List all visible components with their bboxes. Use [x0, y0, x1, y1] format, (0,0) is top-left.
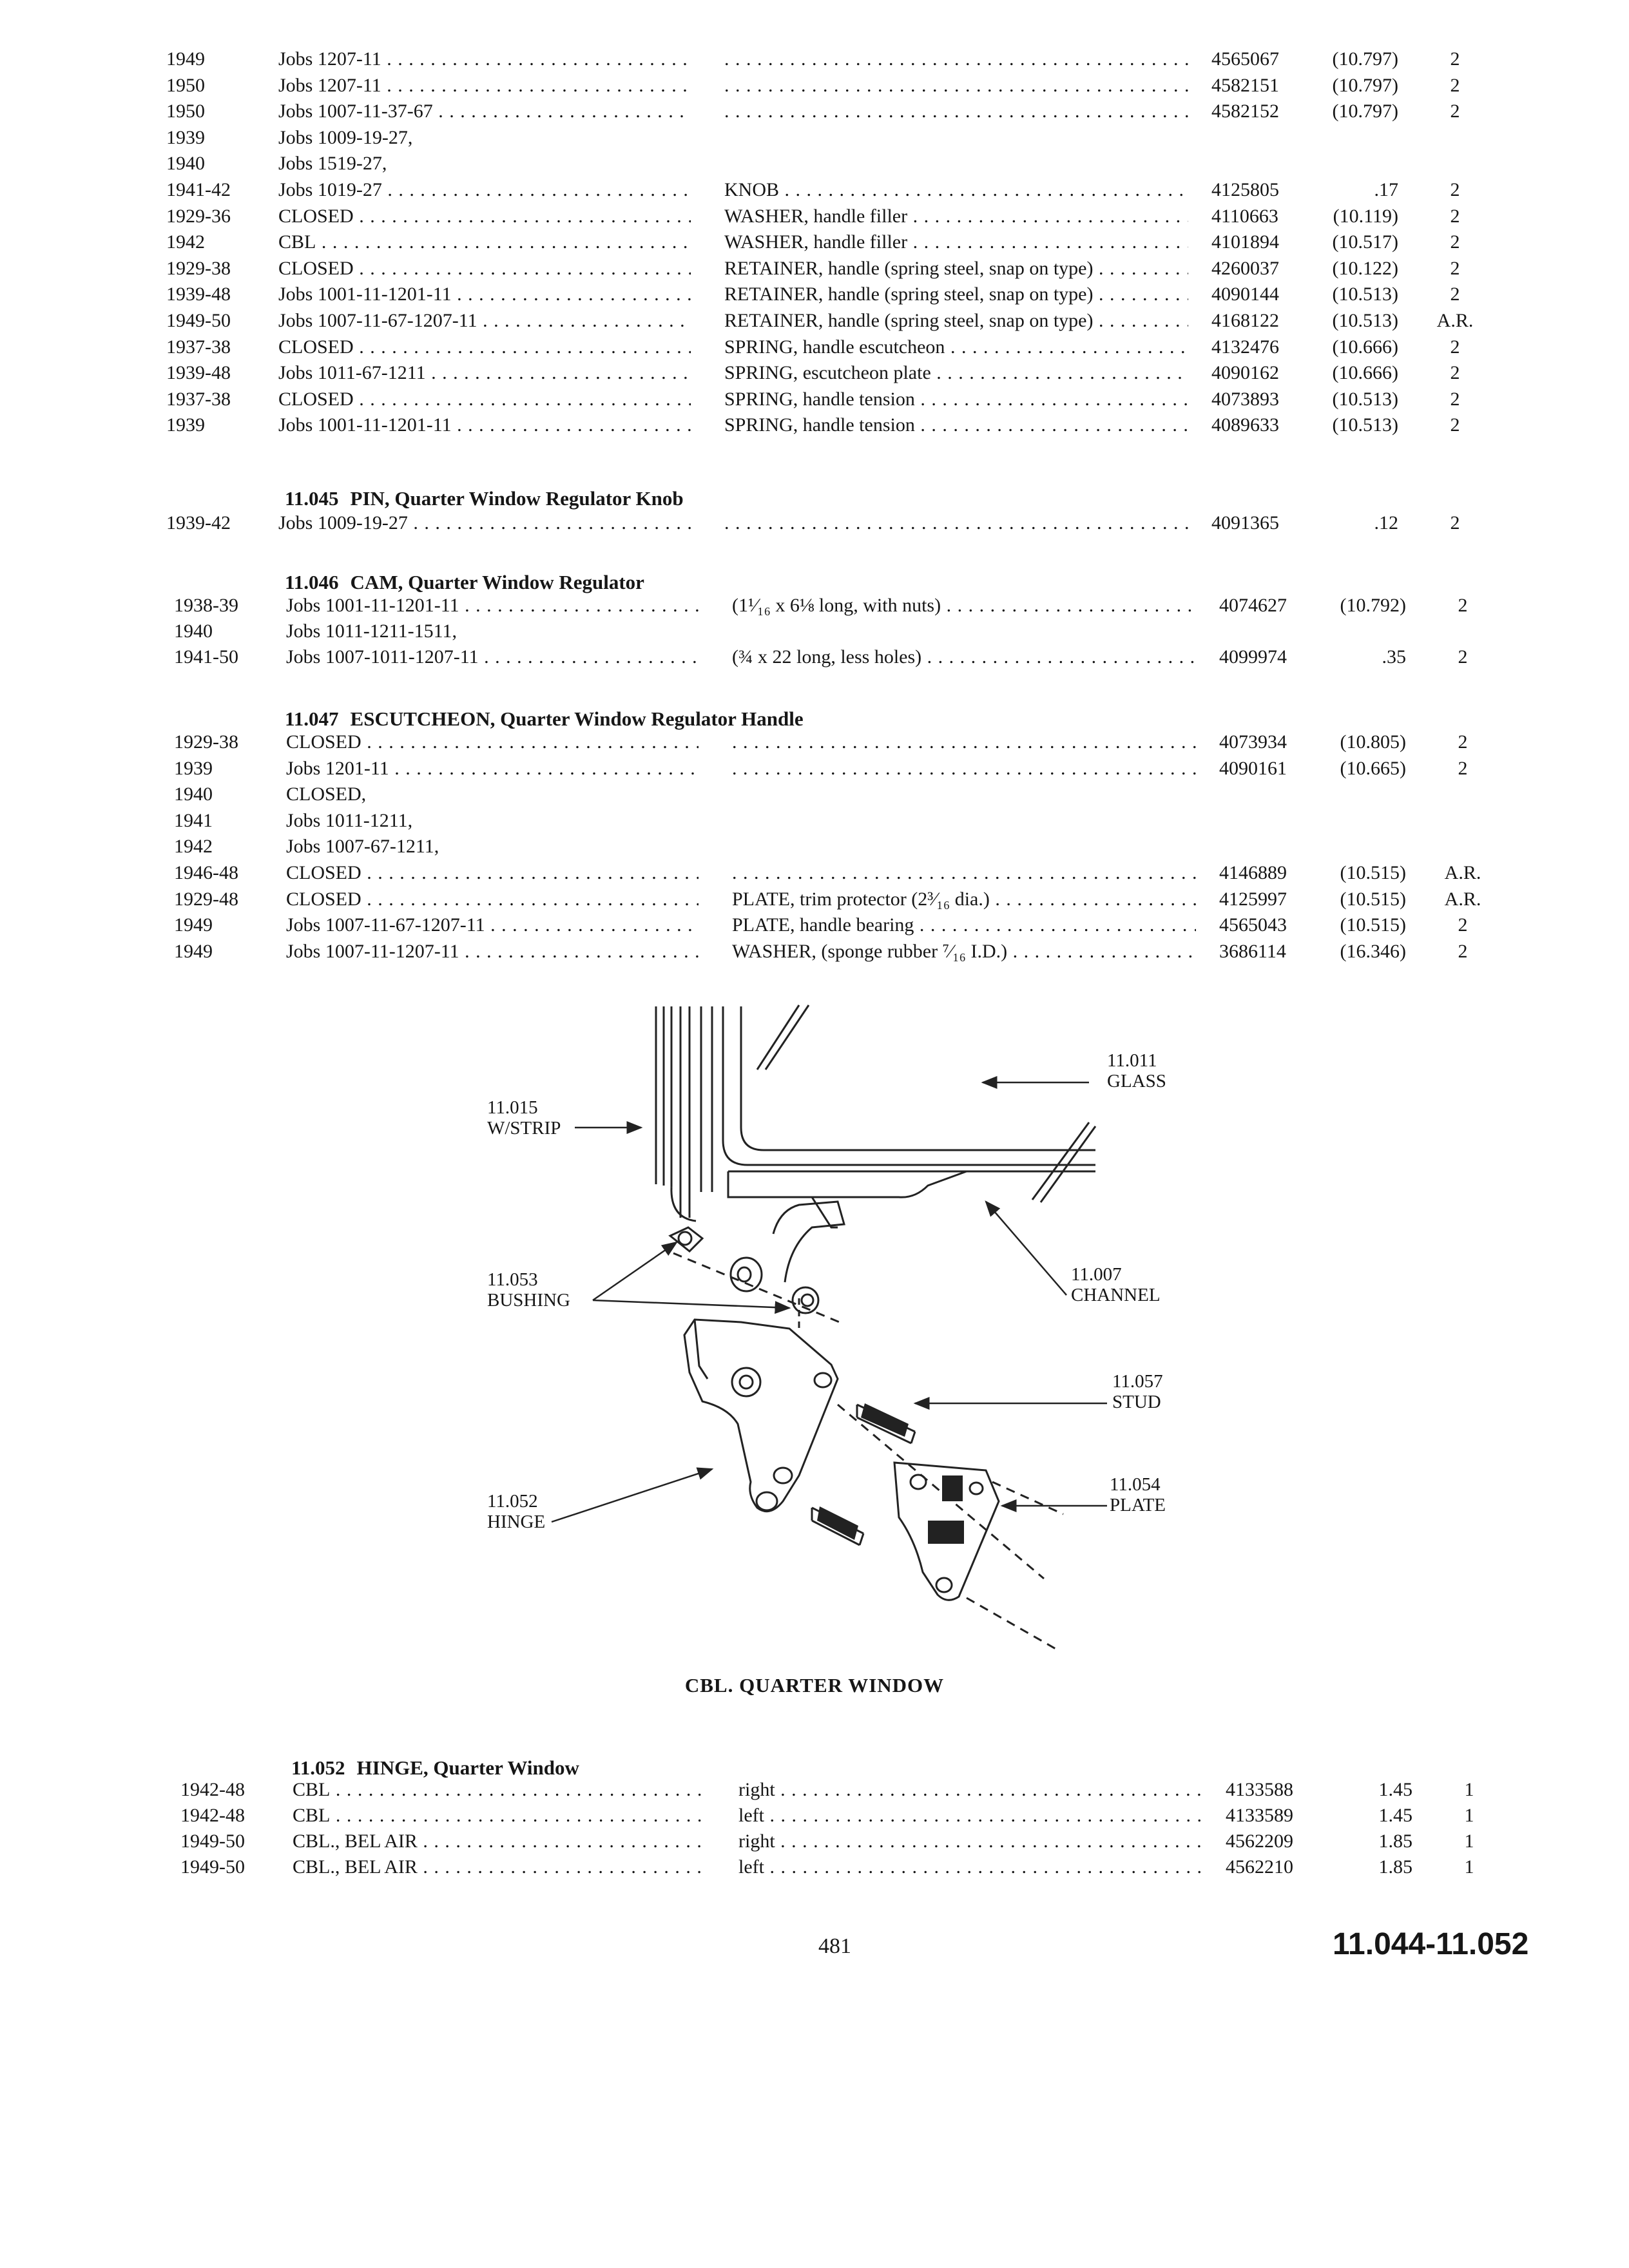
- cell-price: .12: [1374, 512, 1398, 533]
- section-heading-11-046: 11.046 CAM, Quarter Window Regulator: [285, 571, 644, 593]
- cell-year: 1937-38: [166, 388, 231, 410]
- diagram-caption: CBL. QUARTER WINDOW: [684, 1674, 945, 1696]
- cell-part: 4260037: [1211, 257, 1279, 279]
- cell-part: 4582152: [1211, 101, 1279, 122]
- cell-job: Jobs 1001-11-1201-11 . . .: [278, 282, 691, 307]
- cell-job: CBL . . .: [293, 1803, 705, 1829]
- cell-price: (16.346): [1340, 940, 1406, 962]
- cell-job: Jobs 1007-11-67-1207-11 . . .: [278, 308, 691, 334]
- section-heading-11-052: 11.052 HINGE, Quarter Window: [291, 1756, 579, 1779]
- cell-qty: 2: [1450, 388, 1460, 410]
- cell-job: Jobs 1207-11 . . .: [278, 46, 691, 72]
- cell-year: 1949-50: [166, 310, 231, 331]
- cell-part: 4101894: [1211, 231, 1279, 253]
- cell-price: (10.517): [1332, 231, 1398, 253]
- cell-part: 4074627: [1219, 595, 1287, 616]
- callout-hinge: 11.052 HINGE: [487, 1491, 546, 1532]
- cell-part: 4073934: [1219, 731, 1287, 753]
- cell-price: (10.515): [1340, 862, 1406, 883]
- cell-year: 1941-50: [174, 646, 238, 668]
- cell-part: 4099974: [1219, 646, 1287, 668]
- cell-desc: right . . .: [738, 1829, 1202, 1854]
- cell-year: 1941-42: [166, 179, 231, 200]
- cell-desc: SPRING, handle escutcheon . . .: [724, 334, 1188, 360]
- cell-job: CBL., BEL AIR . . .: [293, 1854, 705, 1880]
- cell-qty: 1: [1464, 1831, 1474, 1852]
- cell-job: Jobs 1019-27 . . .: [278, 177, 691, 203]
- cell-part: 4146889: [1219, 862, 1287, 883]
- cell-year: 1937-38: [166, 336, 231, 358]
- leader-lines: [552, 1082, 1107, 1522]
- cell-qty: A.R.: [1444, 888, 1481, 910]
- cell-qty: 2: [1458, 940, 1468, 962]
- cell-job: Jobs 1007-1011-1207-11 . . .: [286, 644, 699, 670]
- cell-desc: SPRING, handle tension . . .: [724, 387, 1188, 412]
- cell-year: 1949-50: [180, 1856, 245, 1878]
- callout-wstrip: 11.015 W/STRIP: [487, 1097, 561, 1139]
- cell-job: CLOSED . . .: [278, 387, 691, 412]
- cell-job: CLOSED . . .: [278, 256, 691, 282]
- cell-year: 1942-48: [180, 1779, 245, 1800]
- cell-part: 4133589: [1226, 1805, 1293, 1826]
- section-heading-11-045: 11.045 PIN, Quarter Window Regulator Knob: [285, 487, 684, 510]
- cell-price: (10.515): [1340, 888, 1406, 910]
- cell-part: 4562209: [1226, 1831, 1293, 1852]
- cell-part: 4582151: [1211, 74, 1279, 96]
- cell-price: (10.515): [1340, 914, 1406, 936]
- cell-job: Jobs 1007-67-1211,: [286, 836, 439, 858]
- cell-desc: right . . .: [738, 1777, 1202, 1803]
- cell-job: Jobs 1011-67-1211 . . .: [278, 360, 691, 386]
- cell-qty: 2: [1450, 336, 1460, 358]
- cell-year: 1940: [174, 783, 213, 805]
- cell-price: (10.666): [1332, 362, 1398, 384]
- cell-price: (10.666): [1332, 336, 1398, 358]
- cell-part: 4125805: [1211, 179, 1279, 200]
- cell-part: 4133588: [1226, 1779, 1293, 1800]
- cell-price: (10.513): [1332, 284, 1398, 305]
- cell-price: (10.122): [1332, 257, 1398, 279]
- cell-part: 4090162: [1211, 362, 1279, 384]
- cell-qty: 2: [1450, 231, 1460, 253]
- cell-price: (10.513): [1332, 310, 1398, 331]
- cell-desc: SPRING, handle tension . . .: [724, 412, 1188, 438]
- page-code: 11.044-11.052: [1333, 1927, 1529, 1961]
- cell-part: 4073893: [1211, 388, 1279, 410]
- cell-qty: 2: [1458, 595, 1468, 616]
- cell-job: CBL., BEL AIR . . .: [293, 1829, 705, 1854]
- cell-qty: 2: [1458, 646, 1468, 668]
- cell-price: 1.85: [1378, 1831, 1412, 1852]
- cell-qty: 1: [1464, 1779, 1474, 1800]
- cell-part: 4565043: [1219, 914, 1287, 936]
- cell-qty: 2: [1450, 284, 1460, 305]
- cell-qty: 2: [1450, 48, 1460, 70]
- cell-part: 4565067: [1211, 48, 1279, 70]
- page-number: 481: [818, 1934, 851, 1958]
- cell-qty: 2: [1458, 914, 1468, 936]
- cell-price: .17: [1374, 179, 1398, 200]
- cell-job: CBL . . .: [278, 229, 691, 255]
- callout-glass: 11.011 GLASS: [1107, 1050, 1166, 1091]
- cell-part: 4091365: [1211, 512, 1279, 533]
- cell-price: (10.665): [1340, 757, 1406, 779]
- callout-plate: 11.054 PLATE: [1110, 1474, 1166, 1515]
- cell-desc: RETAINER, handle (spring steel, snap on type) . . .: [724, 282, 1188, 307]
- cell-qty: 2: [1450, 101, 1460, 122]
- cell-part: 4168122: [1211, 310, 1279, 331]
- callout-channel: 11.007 CHANNEL: [1071, 1264, 1161, 1305]
- cell-year: 1929-48: [174, 888, 238, 910]
- cell-part: 4132476: [1211, 336, 1279, 358]
- cell-desc: WASHER, handle filler . . .: [724, 204, 1188, 229]
- cell-job: Jobs 1201-11 . . .: [286, 756, 699, 782]
- cell-desc: left . . .: [738, 1854, 1202, 1880]
- callout-stud: 11.057 STUD: [1112, 1371, 1163, 1412]
- cell-qty: 2: [1450, 179, 1460, 200]
- cell-qty: A.R.: [1436, 310, 1474, 331]
- cell-year: 1929-36: [166, 205, 231, 227]
- cell-price: (10.513): [1332, 414, 1398, 436]
- cell-job: CLOSED . . .: [286, 887, 699, 912]
- cell-year: 1938-39: [174, 595, 238, 616]
- cell-job: Jobs 1001-11-1201-11 . . .: [278, 412, 691, 438]
- cell-year: 1940: [166, 153, 205, 175]
- cell-job: Jobs 1207-11 . . .: [278, 73, 691, 99]
- cell-year: 1939: [166, 126, 205, 148]
- cell-qty: 2: [1450, 205, 1460, 227]
- cell-year: 1939-42: [166, 512, 231, 533]
- cell-desc: PLATE, handle bearing . . .: [732, 912, 1196, 938]
- cell-year: 1939-48: [166, 362, 231, 384]
- cell-desc: left . . .: [738, 1803, 1202, 1829]
- cell-job: Jobs 1007-11-1207-11 . . .: [286, 939, 699, 965]
- cell-job: CLOSED . . .: [278, 204, 691, 229]
- cell-part: 4089633: [1211, 414, 1279, 436]
- cell-year: 1942: [174, 836, 213, 858]
- cell-job: Jobs 1011-1211,: [286, 809, 413, 831]
- cell-qty: 1: [1464, 1805, 1474, 1826]
- cell-year: 1946-48: [174, 862, 238, 883]
- cell-job: Jobs 1009-19-27 . . .: [278, 510, 691, 536]
- cell-price: (10.119): [1333, 205, 1398, 227]
- cell-part: 4090144: [1211, 284, 1279, 305]
- cell-year: 1939: [166, 414, 205, 436]
- cell-year: 1939-48: [166, 284, 231, 305]
- cell-desc: KNOB . . .: [724, 177, 1188, 203]
- cell-desc: WASHER, (sponge rubber ⁷⁄₁₆ I.D.) . . .: [732, 939, 1196, 965]
- cell-year: 1940: [174, 620, 213, 642]
- cell-price: (10.797): [1332, 101, 1398, 122]
- cell-job: CLOSED . . .: [286, 729, 699, 755]
- diagram-solid-fills: [817, 1403, 964, 1544]
- cell-qty: 2: [1458, 731, 1468, 753]
- cell-job: Jobs 1009-19-27,: [278, 126, 413, 148]
- cell-job: Jobs 1007-11-37-67 . . .: [278, 99, 691, 124]
- cell-price: 1.45: [1378, 1805, 1412, 1826]
- cell-price: 1.85: [1378, 1856, 1412, 1878]
- cell-year: 1939: [174, 757, 213, 779]
- cell-part: 3686114: [1219, 940, 1286, 962]
- cell-year: 1949-50: [180, 1831, 245, 1852]
- cell-year: 1950: [166, 74, 205, 96]
- section-heading-11-047: 11.047 ESCUTCHEON, Quarter Window Regulator Handle: [285, 707, 804, 730]
- cell-job: CLOSED,: [286, 783, 367, 805]
- cell-price: (10.797): [1332, 74, 1398, 96]
- cell-desc: (1¹⁄₁₆ x 6⅛ long, with nuts) . . .: [732, 593, 1196, 619]
- cell-year: 1941: [174, 809, 213, 831]
- cell-qty: 2: [1450, 362, 1460, 384]
- cell-price: (10.805): [1340, 731, 1406, 753]
- cell-year: 1949: [174, 940, 213, 962]
- cell-desc: RETAINER, handle (spring steel, snap on type) . . .: [724, 308, 1188, 334]
- cell-qty: 1: [1464, 1856, 1474, 1878]
- cell-year: 1929-38: [174, 731, 238, 753]
- cell-part: 4110663: [1211, 205, 1278, 227]
- cell-price: (10.513): [1332, 388, 1398, 410]
- cell-job: CLOSED . . .: [286, 860, 699, 886]
- cell-qty: 2: [1450, 257, 1460, 279]
- cell-qty: 2: [1450, 512, 1460, 533]
- cell-price: (10.792): [1340, 595, 1406, 616]
- cell-qty: A.R.: [1444, 862, 1481, 883]
- cell-job: Jobs 1001-11-1201-11 . . .: [286, 593, 699, 619]
- diagram-drawing: [656, 1005, 1095, 1649]
- cell-desc: PLATE, trim protector (2³⁄₁₆ dia.) . . .: [732, 887, 1196, 912]
- cell-qty: 2: [1450, 74, 1460, 96]
- cell-qty: 2: [1458, 757, 1468, 779]
- cell-job: Jobs 1007-11-67-1207-11 . . .: [286, 912, 699, 938]
- cell-price: 1.45: [1378, 1779, 1412, 1800]
- cell-year: 1949: [174, 914, 213, 936]
- cell-price: (10.797): [1332, 48, 1398, 70]
- cell-desc: WASHER, handle filler . . .: [724, 229, 1188, 255]
- cell-qty: 2: [1450, 414, 1460, 436]
- cell-part: 4090161: [1219, 757, 1287, 779]
- cell-job: Jobs 1519-27,: [278, 153, 387, 175]
- cell-year: 1929-38: [166, 257, 231, 279]
- cell-job: CLOSED . . .: [278, 334, 691, 360]
- cell-year: 1942: [166, 231, 205, 253]
- cell-part: 4562210: [1226, 1856, 1293, 1878]
- cell-price: .35: [1382, 646, 1406, 668]
- cell-desc: SPRING, escutcheon plate . . .: [724, 360, 1188, 386]
- cell-part: 4125997: [1219, 888, 1287, 910]
- cell-job: Jobs 1011-1211-1511,: [286, 620, 457, 642]
- cell-desc: RETAINER, handle (spring steel, snap on type) . . .: [724, 256, 1188, 282]
- callout-bushing: 11.053 BUSHING: [487, 1269, 570, 1311]
- cell-year: 1949: [166, 48, 205, 70]
- cell-job: CBL . . .: [293, 1777, 705, 1803]
- cell-year: 1950: [166, 101, 205, 122]
- cell-desc: (¾ x 22 long, less holes) . . .: [732, 644, 1196, 670]
- cell-year: 1942-48: [180, 1805, 245, 1826]
